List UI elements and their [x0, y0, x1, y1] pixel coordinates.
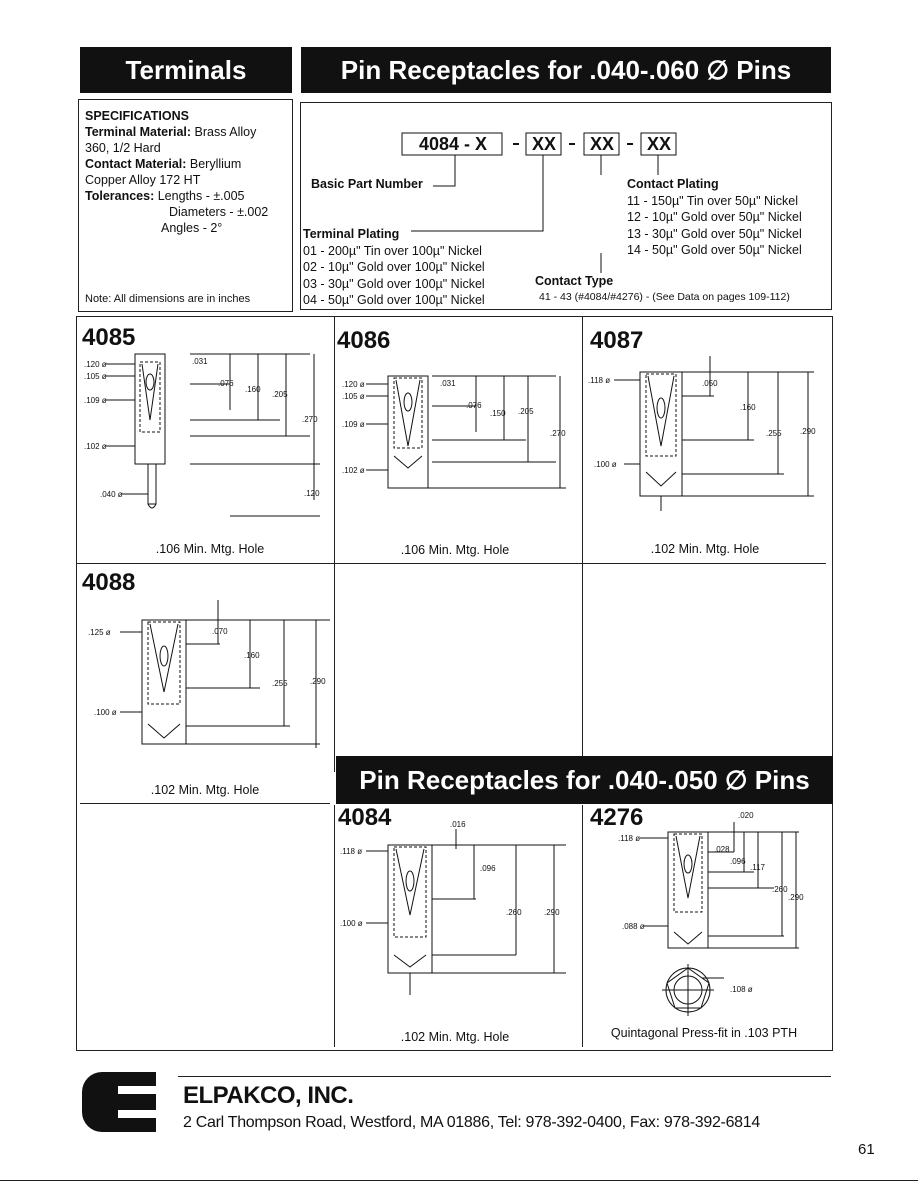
dim-4276-096: .096	[730, 857, 746, 866]
divider-h1	[76, 563, 826, 564]
terminal-material-value2: 360, 1/2 Hard	[85, 141, 161, 155]
part-4086-drawing	[336, 356, 581, 501]
section-header-main: Pin Receptacles for .040-.060 ∅ Pins	[301, 47, 831, 93]
dim-4276-260: .260	[772, 885, 788, 894]
dim-4085-205: .205	[272, 390, 288, 399]
dim-4086-105: .105 ø	[342, 392, 365, 401]
contact-type-title: Contact Type	[535, 274, 614, 288]
part-4085-drawing	[80, 340, 330, 540]
dim-4085-120: .120 ø	[84, 360, 107, 369]
dim-4084-016: .016	[450, 820, 466, 829]
dim-4086-120: .120 ø	[342, 380, 365, 389]
dim-4087-160: .160	[740, 403, 756, 412]
dim-4088-290: .290	[310, 677, 326, 686]
dim-4087-118: .118 ø	[588, 376, 611, 385]
logo-bar-2	[118, 1110, 156, 1118]
divider-v2b	[582, 805, 583, 1047]
section-header-terminals: Terminals	[80, 47, 292, 93]
part-4086-number: 4086	[337, 327, 391, 354]
dim-4087-255: .255	[766, 429, 782, 438]
terminal-material-label: Terminal Material:	[85, 125, 192, 139]
tolerance-diameters: Diameters - ±.002	[169, 205, 269, 219]
divider-v1b	[334, 805, 335, 1047]
dim-4086-109: .109 ø	[342, 420, 365, 429]
dim-4085-076: .076	[218, 379, 234, 388]
tolerances-label: Tolerances:	[85, 189, 155, 203]
contact-material-value2: Copper Alloy 172 HT	[85, 173, 201, 187]
pn-seg1: 4084 - X	[418, 134, 488, 154]
dim-4276-290: .290	[788, 893, 804, 902]
divider-v1	[334, 316, 335, 772]
section-header-second: Pin Receptacles for .040-.050 ∅ Pins	[336, 756, 833, 804]
specs-title: SPECIFICATIONS	[85, 109, 189, 123]
part-4084-caption: .102 Min. Mtg. Hole	[400, 1030, 510, 1044]
part-4087-drawing	[584, 356, 824, 516]
dim-4085-105: .105 ø	[84, 372, 107, 381]
dim-4086-270: .270	[550, 429, 566, 438]
dim-4087-050: .050	[702, 379, 718, 388]
contact-material-value: Beryllium	[189, 157, 242, 171]
logo-bar-1	[118, 1086, 156, 1094]
company-address: 2 Carl Thompson Road, Westford, MA 01886, Tel: 978-392-0400, Fax: 978-392-6814	[183, 1114, 760, 1131]
specifications-box	[78, 99, 293, 312]
contact-type: 41 - 43 (#4084/#4276) - (See Data on pages 109-112)	[539, 291, 790, 303]
page-number: 61	[858, 1141, 875, 1158]
contact-plating-14: 14 - 50µ" Gold over 50µ" Nickel	[627, 243, 802, 257]
part-4085-caption: .106 Min. Mtg. Hole	[155, 542, 265, 556]
divider-v2	[582, 316, 583, 772]
dim-4276-117: .117	[750, 863, 765, 872]
terminal-plating-title: Terminal Plating	[303, 227, 400, 241]
part-number-box	[300, 102, 832, 310]
specs-note: Note: All dimensions are in inches	[85, 293, 251, 305]
dim-4084-096: .096	[480, 864, 496, 873]
dim-4086-102: .102 ø	[342, 466, 365, 475]
part-4087-caption: .102 Min. Mtg. Hole	[650, 542, 760, 556]
dim-4088-255: .255	[272, 679, 288, 688]
dim-4276-118: .118 ø	[618, 834, 641, 843]
part-4087-number: 4087	[590, 327, 644, 354]
company-name: ELPAKCO, INC.	[183, 1082, 354, 1109]
part-4084-number: 4084	[338, 804, 392, 831]
pn-seg2: XX	[531, 134, 556, 154]
dim-4084-290: .290	[544, 908, 560, 917]
part-4085-number: 4085	[82, 324, 136, 351]
part-4088-drawing	[80, 600, 330, 760]
dim-4084-100: .100 ø	[340, 919, 363, 928]
dim-4088-160: .160	[244, 651, 260, 660]
part-4276-number: 4276	[590, 804, 644, 831]
bottom-rule	[0, 1180, 918, 1181]
part-4276-caption: Quintagonal Press-fit in .103 PTH	[610, 1026, 798, 1040]
contact-plating-11: 11 - 150µ" Tin over 50µ" Nickel	[627, 193, 799, 208]
dim-4276-088: .088 ø	[622, 922, 645, 931]
dim-4276-028: .028	[714, 845, 730, 854]
part-4088-caption: .102 Min. Mtg. Hole	[150, 783, 260, 797]
dim-4088-100: .100 ø	[94, 708, 117, 717]
dim-4276-020: .020	[738, 811, 754, 820]
contact-plating-13: 13 - 30µ" Gold over 50µ" Nickel	[627, 226, 802, 241]
contact-plating-12: 12 - 10µ" Gold over 50µ" Nickel	[627, 210, 802, 224]
dim-4085-270: .270	[302, 415, 318, 424]
part-4084-drawing	[336, 815, 581, 1000]
dim-4087-290: .290	[800, 427, 816, 436]
pn-seg4: XX	[646, 134, 671, 154]
dim-4276-108: .108 ø	[730, 985, 753, 994]
dim-4086-031: .031	[440, 379, 456, 388]
dim-4087-100: .100 ø	[594, 460, 617, 469]
part-4088-number: 4088	[82, 569, 136, 596]
dim-4085-160: .160	[245, 385, 261, 394]
dim-4086-150: .150	[490, 409, 506, 418]
dim-4086-076: .076	[466, 401, 482, 410]
contact-plating-title: Contact Plating	[627, 177, 719, 191]
contact-plating	[627, 176, 802, 259]
pn-seg3: XX	[589, 134, 614, 154]
contact-material-label: Contact Material:	[85, 157, 187, 171]
dim-4085-040: .040 ø	[100, 490, 123, 499]
dim-4088-070: .070	[212, 627, 228, 636]
dim-4084-260: .260	[506, 908, 522, 917]
footer-rule	[178, 1076, 831, 1077]
terminal-material-value: Brass Alloy	[194, 125, 257, 139]
dim-4085-102: .102 ø	[84, 442, 107, 451]
dim-4085-109: .109 ø	[84, 396, 107, 405]
company-logo	[82, 1072, 156, 1132]
dim-4085-031: .031	[192, 357, 208, 366]
basic-part-number-label: Basic Part Number	[311, 177, 423, 191]
tolerance-lengths: Lengths - ±.005	[157, 189, 245, 203]
terminal-plating-04: 04 - 50µ" Gold over 100µ" Nickel	[303, 293, 485, 307]
dim-4086-205: .205	[518, 407, 534, 416]
dim-4085-120b: .120	[304, 489, 320, 498]
dim-4084-118: .118 ø	[340, 847, 363, 856]
part-4086-caption: .106 Min. Mtg. Hole	[400, 543, 510, 557]
terminal-plating	[303, 226, 485, 309]
terminal-plating-02: 02 - 10µ" Gold over 100µ" Nickel	[303, 260, 485, 274]
part-4276-drawing	[584, 808, 824, 1023]
tolerance-angles: Angles - 2°	[161, 221, 223, 235]
dim-4088-125: .125 ø	[88, 628, 111, 637]
terminal-plating-03: 03 - 30µ" Gold over 100µ" Nickel	[303, 276, 485, 291]
terminal-plating-01: 01 - 200µ" Tin over 100µ" Nickel	[303, 243, 482, 258]
divider-h2	[80, 803, 330, 804]
